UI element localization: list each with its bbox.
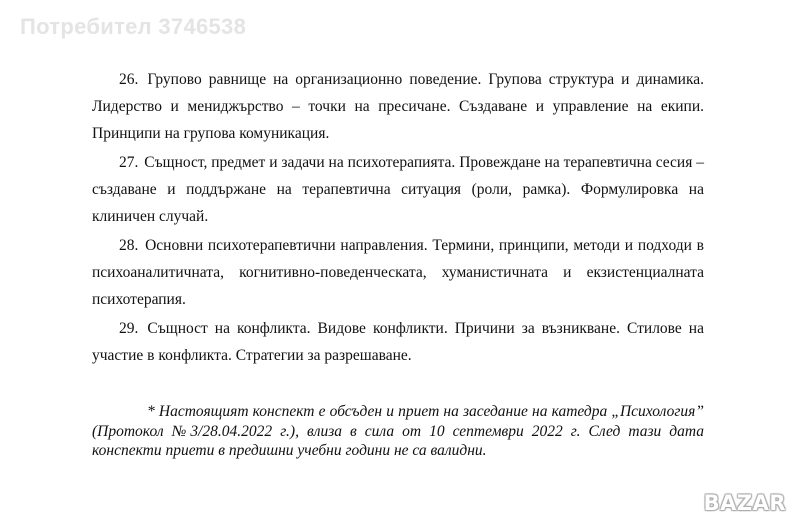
item-number: 26. [119,71,139,88]
list-item [92,315,704,369]
item-number: 27. [119,154,139,171]
bazar-logo: BAZAR [703,491,786,515]
user-watermark: Потребител 3746538 [20,14,247,39]
item-text: Основни психотерапевтични направления. Термини, принципи, методи и подходи в психоаналитичната, когнитивно-поведенческата, хуманистичната и екзистенциалната психотерапия. [92,237,705,308]
item-number: 29. [119,320,139,337]
item-text: Групово равнище на организационно поведение. Групова структура и динамика. Лидерство и мениджърство – точки на пресичане. Създаване и управление на екипи. Принципи на групова комуникация. [92,71,705,142]
item-number: 28. [119,237,139,254]
list-item [92,232,704,313]
list-item [92,66,704,147]
footnote: * Настоящият конспект е обсъден и приет на заседание на катедра „Психология” (Протокол №3/28.04.2022 г.), влиза в сила от 10 септември 2022 г. След тази дата конспекти приети в предишни учебни години не са валидни. [92,403,704,459]
item-text: Същност на конфликта. Видове конфликти. Причини за възникване. Стилове на участие в конфликта. Стратегии за разрешаване. [92,320,704,364]
item-text: Същност, предмет и задачи на психотерапията. Провеждане на терапевтична сесия – създаване и поддържане на терапевтична ситуация (роли, рамка). Формулировка на клиничен случай. [92,154,705,225]
document-body [92,66,704,371]
list-item [92,149,704,230]
